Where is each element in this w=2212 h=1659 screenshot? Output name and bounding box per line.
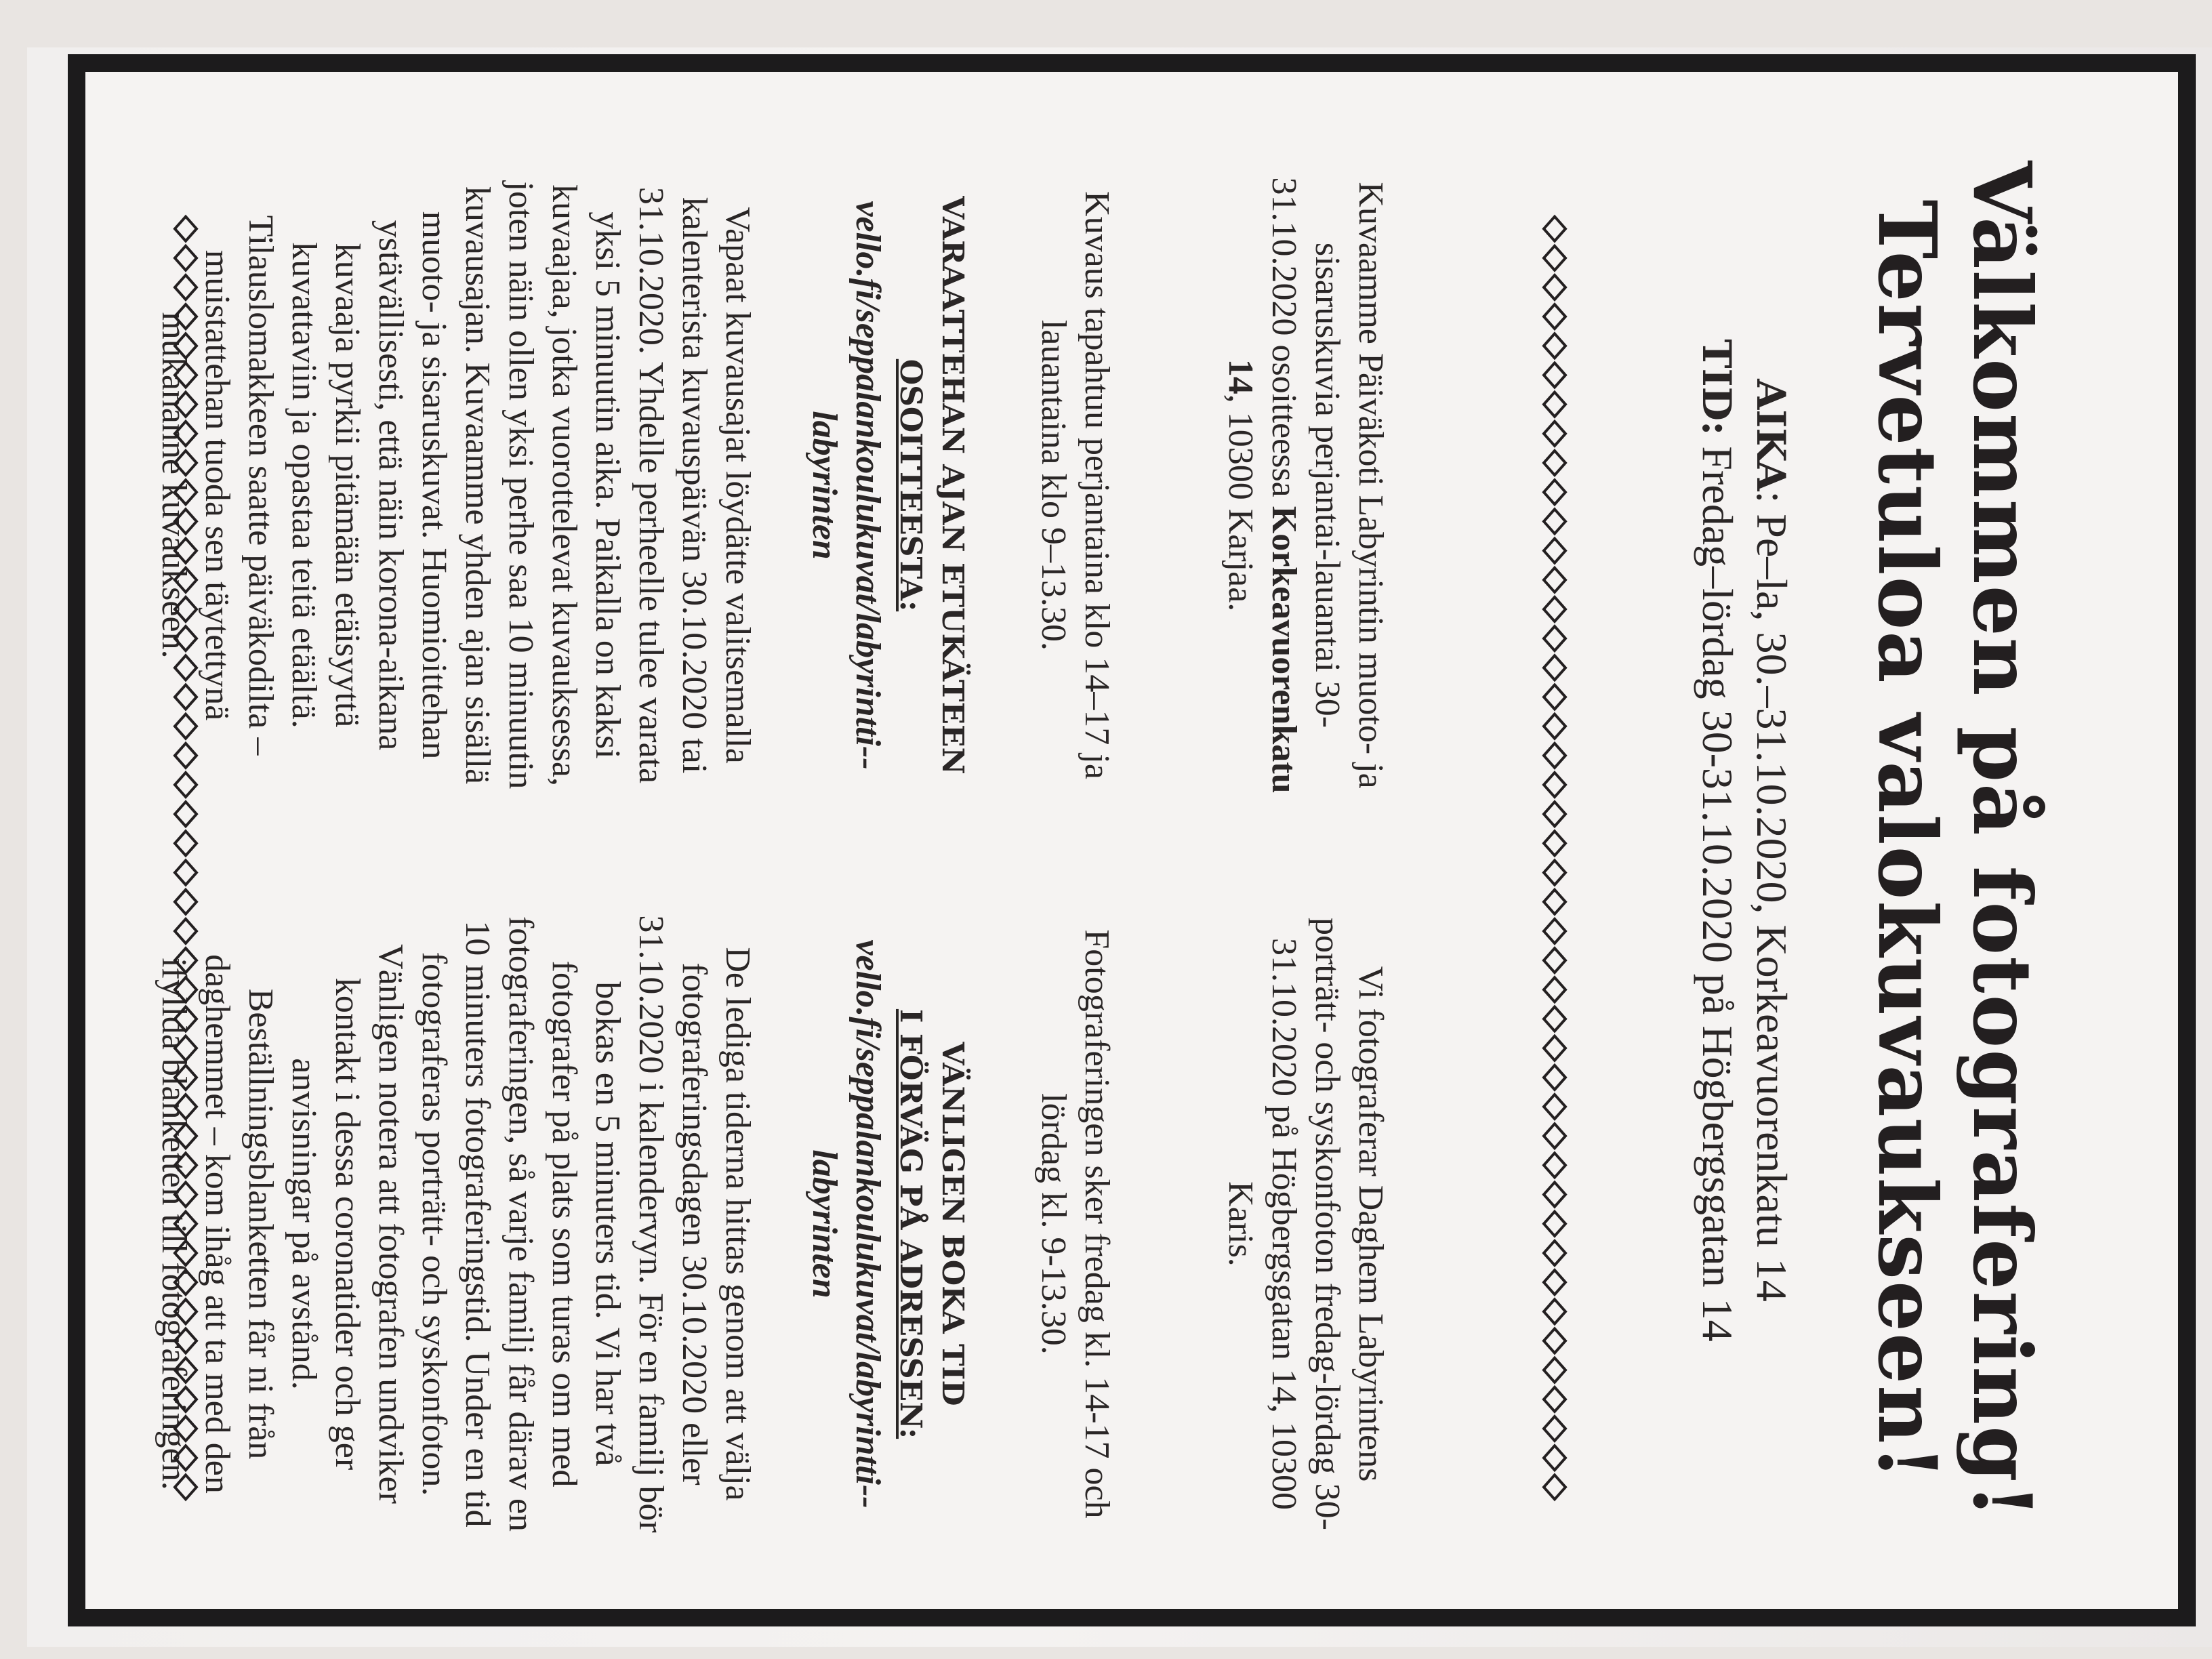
diamond-ornament <box>1544 802 1565 826</box>
diamond-ornament <box>1544 1299 1565 1324</box>
diamond-ornament <box>1544 304 1565 329</box>
diamond-ornament <box>1544 655 1565 680</box>
diamond-ornament <box>1544 919 1565 943</box>
diamond-ornament <box>175 714 197 739</box>
diamond-ornament <box>1544 392 1565 417</box>
diamond-ornament <box>1544 1416 1565 1441</box>
finnish-intro: Kuvaamme Päiväkoti Labyrintin muoto- ja sisaruskuvia perjantai-lauantai 30-31.10.2020 osoitteessa Korkeavuorenkatu 14, 10300 Karjaa. <box>1221 177 1390 794</box>
diamond-ornament <box>175 685 197 710</box>
diamond-ornament <box>1544 626 1565 651</box>
diamond-ornament <box>175 1124 197 1148</box>
diamond-ornament <box>175 509 197 533</box>
diamond-ornament <box>175 246 197 270</box>
diamond-ornament <box>1544 217 1565 241</box>
notice-document <box>68 54 2196 1626</box>
diamond-ornament <box>1544 948 1565 972</box>
diamond-ornament <box>175 773 197 797</box>
swedish-booking-url: vello.fi/seppalankoulukuvat/labyrintti--labyrinten <box>805 939 887 1509</box>
diamond-ornament <box>175 1329 197 1353</box>
diamond-ornament <box>1544 1007 1565 1031</box>
aika-text: : Pe–la, 30.–31.10.2020, Korkeavuorenkatu 14 <box>1748 491 1796 1302</box>
diamond-ornament <box>175 275 197 300</box>
diamond-ornament <box>1544 597 1565 621</box>
diamond-ornament <box>1544 509 1565 533</box>
diamond-ornament <box>1544 831 1565 855</box>
diamond-ornament <box>1544 1036 1565 1061</box>
swedish-booking-heading-1: VÄNLIGEN BOKA TID <box>935 1042 970 1406</box>
time-line-swedish <box>1689 72 1744 1609</box>
finnish-booking-heading-1: VARAATTEHAN AJAN ETUKÄTEEN <box>935 196 970 775</box>
tid-label: TID: <box>1694 339 1740 436</box>
aika-label: AIKA <box>1748 379 1794 491</box>
column-swedish <box>24 912 1392 1536</box>
finnish-booking-heading-2: OSOITTEESTA: <box>893 359 928 612</box>
time-line-finnish <box>1744 72 1799 1609</box>
diamond-ornament <box>1544 1241 1565 1265</box>
diamond-ornament <box>1544 1094 1565 1119</box>
diamond-ornament <box>1544 1358 1565 1382</box>
diamond-ornament <box>1544 422 1565 446</box>
diamond-ornament <box>1544 1212 1565 1236</box>
diamond-ornament <box>175 1007 197 1031</box>
diamond-ornament <box>1544 1329 1565 1353</box>
diamond-ornament <box>175 1358 197 1382</box>
diamond-ornament <box>1544 451 1565 475</box>
diamond-ornament <box>1544 333 1565 358</box>
diamond-ornament <box>175 392 197 417</box>
diamond-ornament <box>175 861 197 885</box>
diamond-ornament <box>175 1446 197 1470</box>
finnish-booking-url: vello.fi/seppalankoulukuvat/labyrintti--labyrinten <box>805 201 887 770</box>
diamond-ornament <box>1544 743 1565 768</box>
diamond-ornament <box>175 1094 197 1119</box>
diamond-ornament <box>175 1299 197 1324</box>
diamond-ornament <box>1544 480 1565 504</box>
diamond-ornament <box>175 539 197 563</box>
diamond-ornament <box>175 626 197 651</box>
diamond-ornament <box>1544 977 1565 1002</box>
diamond-ornament <box>175 655 197 680</box>
diamond-ornament <box>1544 1124 1565 1148</box>
diamond-ornament <box>1544 1446 1565 1470</box>
diamond-divider-bottom <box>172 214 199 1502</box>
swedish-times: Fotograferingen sker fredag kl. 14-17 och lördag kl. 9-13.30. <box>1034 929 1116 1519</box>
diamond-ornament <box>175 948 197 972</box>
diamond-ornament <box>1544 1475 1565 1499</box>
diamond-ornament <box>175 480 197 504</box>
diamond-ornament <box>1544 1183 1565 1207</box>
swedish-intro: Vi fotograferar Daghem Labyrintens porträtt- och syskonfoton fredag-lördag 30-31.10.2020 på Högbergsgatan 14, 10300 Karis. <box>1221 918 1390 1530</box>
diamond-ornament <box>175 890 197 914</box>
diamond-ornament <box>175 568 197 592</box>
diamond-ornament <box>175 1387 197 1412</box>
diamond-ornament <box>175 304 197 329</box>
diamond-ornament <box>175 1153 197 1177</box>
diamond-ornament <box>175 1270 197 1294</box>
diamond-ornament <box>1544 1065 1565 1090</box>
diamond-ornament <box>175 1183 197 1207</box>
diamond-ornament <box>175 1212 197 1236</box>
diamond-ornament <box>1544 363 1565 388</box>
title-swedish: Välkommen på fotografering! <box>1955 161 2049 1520</box>
diamond-ornament <box>1544 714 1565 739</box>
swedish-info: De lediga tiderna hittas genom att välja fotograferingsdagen 30.10.2020 eller 31.10.2020 i kalendervyn. För en familj bör bokas en 5 minuters tid. Vi har två fotografer på plats som turas om med fotograferingen, så varje familj får därav en 10 minuters fotograferingstid. Under en tid fotograferas porträtt- och syskonfoton. Vänligen notera att fotografen undviker kontakt i dessa coronatider och ger anvisningar på avstånd. Beställningsblanketten får ni från daghemmet – kom ihåg att ta med den ifyllda blanketten till fotograferingen. <box>155 915 757 1533</box>
diamond-ornament <box>1544 1387 1565 1412</box>
diamond-ornament <box>1544 568 1565 592</box>
diamond-ornament <box>175 451 197 475</box>
diamond-ornament <box>175 1416 197 1441</box>
diamond-ornament <box>175 363 197 388</box>
diamond-ornament <box>1544 275 1565 300</box>
diamond-ornament <box>175 802 197 826</box>
diamond-ornament <box>175 977 197 1002</box>
title-finnish: Tervetuloa valokuvaukseen! <box>1860 199 1954 1481</box>
diamond-ornament <box>175 1475 197 1499</box>
finnish-info: Vapaat kuvausajat löydätte valitsemalla kalenterista kuvauspäivän 30.10.2020 tai 31.10.2020. Yhdelle perheelle tulee varata yksi 5 minuutin aika. Paikalla on kaksi kuvaajaa, jotka vuorottelevat kuvauksessa, joten näin ollen yksi perhe saa 10 minuutin kuvausajan. Kuvaamme yhden ajan sisällä muoto- ja sisaruskuvat. Huomioittehan ystävällisesti, että näin korona-aikana kuvaaja pyrkii pitämään etäisyyttä kuvattaviin ja opastaa teitä etäältä. Tilauslomakkeen saatte päiväkodilta – muistattehan tuoda sen täytettynä mukananne kuvaukseen. <box>155 181 757 790</box>
column-finnish <box>24 173 1392 797</box>
tid-text: Fredag–lördag 30-31.10.2020 på Högbergsgatan 14 <box>1694 435 1742 1342</box>
diamond-ornament <box>1544 861 1565 885</box>
diamond-ornament <box>175 333 197 358</box>
diamond-ornament <box>175 919 197 943</box>
diamond-ornament <box>175 831 197 855</box>
diamond-ornament <box>175 1065 197 1090</box>
diamond-ornament <box>1544 539 1565 563</box>
diamond-ornament <box>1544 685 1565 710</box>
diamond-ornament <box>1544 1270 1565 1294</box>
diamond-divider-top <box>1541 214 1568 1502</box>
diamond-ornament <box>175 743 197 768</box>
finnish-times: Kuvaus tapahtuu perjantaina klo 14–17 ja lauantaina klo 9–13.30. <box>1034 191 1116 779</box>
diamond-ornament <box>1544 890 1565 914</box>
diamond-ornament <box>175 1036 197 1061</box>
diamond-ornament <box>175 217 197 241</box>
swedish-booking-heading-2: I FÖRVÄG PÅ ADRESSEN: <box>893 1008 928 1439</box>
diamond-ornament <box>175 597 197 621</box>
diamond-ornament <box>1544 1153 1565 1177</box>
diamond-ornament <box>1544 773 1565 797</box>
diamond-ornament <box>175 422 197 446</box>
diamond-ornament <box>175 1241 197 1265</box>
diamond-ornament <box>1544 246 1565 270</box>
